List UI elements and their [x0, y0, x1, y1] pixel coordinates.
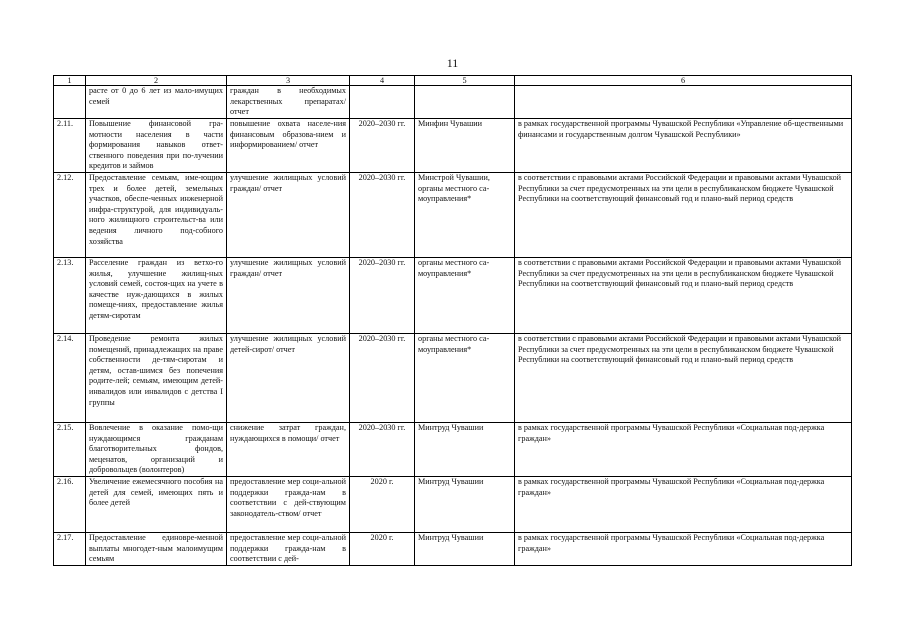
executor-cell: Минтруд Чувашии: [415, 476, 515, 532]
period-cell: 2020 г.: [350, 476, 415, 532]
result-cell: предоставление мер соци-альной поддержки гражда-нам в соответствии с дей-ствующим законодатель-ством/ отчет: [227, 476, 350, 532]
period-cell: 2020–2030 гг.: [350, 333, 415, 422]
table-row: [54, 532, 852, 565]
source-cell: в рамках государственной программы Чувашской Республики «Управление об-щественными финансами и государственным долгом Чувашской Республики»: [515, 119, 852, 173]
column-header: 4: [350, 76, 415, 86]
executor-cell: Минтруд Чувашии: [415, 422, 515, 476]
column-header: 6: [515, 76, 852, 86]
period-cell: 2020–2030 гг.: [350, 257, 415, 333]
row-number: 2.14.: [54, 333, 86, 422]
measure-cell: расте от 0 до 6 лет из мало-имущих семей: [86, 86, 227, 119]
measure-cell: Увеличение ежемесячного пособия на детей для семей, имеющих пять и более детей: [86, 476, 227, 532]
period-cell: 2020–2030 гг.: [350, 422, 415, 476]
period-cell: 2020–2030 гг.: [350, 172, 415, 257]
measure-cell: Предоставление семьям, име-ющим трех и более детей, земельных участков, обеспе-ченных инженерной инфра-структурой, для индивидуаль-ного жилищного строительст-ва или ведения личного под-собного хозяйства: [86, 172, 227, 257]
table-row: [54, 476, 852, 532]
result-cell: улучшение жилищных условий граждан/ отчет: [227, 172, 350, 257]
measure-cell: Вовлечение в оказание помо-щи нуждающимся гражданам благотворительных фондов, меценатов, организаций и добровольцев (волонтеров): [86, 422, 227, 476]
table-row: [54, 119, 852, 173]
result-cell: граждан в необходимых лекарственных препаратах/ отчет: [227, 86, 350, 119]
result-cell: снижение затрат граждан, нуждающихся в помощи/ отчет: [227, 422, 350, 476]
table-row: [54, 422, 852, 476]
source-cell: в соответствии с правовыми актами Российской Федерации и правовыми актами Чувашской Республики за счет предусмотренных на эти цели в республиканском бюджете Чувашской Республики на соответствующий финансовый год и плано-вый период средств: [515, 333, 852, 422]
table-row: [54, 333, 852, 422]
measures-table: [53, 75, 852, 566]
page-number: 11: [446, 56, 459, 70]
column-header: 3: [227, 76, 350, 86]
source-cell: в соответствии с правовыми актами Российской Федерации и правовыми актами Чувашской Республики за счет предусмотренных на эти цели в республиканском бюджете Чувашской Республики на соответствующий финансовый год и плано-вый период средств: [515, 172, 852, 257]
executor-cell: Минстрой Чувашии, органы местного са-моуправления*: [415, 172, 515, 257]
row-number: 2.17.: [54, 532, 86, 565]
source-cell: в соответствии с правовыми актами Российской Федерации и правовыми актами Чувашской Республики за счет предусмотренных на эти цели в республиканском бюджете Чувашской Республики на соответствующий финансовый год и плано-вый период средств: [515, 257, 852, 333]
row-number: 2.16.: [54, 476, 86, 532]
source-cell: в рамках государственной программы Чувашской Республики «Социальная под-держка граждан»: [515, 476, 852, 532]
source-cell: [515, 86, 852, 119]
executor-cell: Минфин Чувашии: [415, 119, 515, 173]
source-cell: в рамках государственной программы Чувашской Республики «Социальная под-держка граждан»: [515, 422, 852, 476]
row-number: 2.12.: [54, 172, 86, 257]
measure-cell: Проведение ремонта жилых помещений, принадлежащих на праве собственности де-тям-сиротам и детям, остав-шимся без попечения родите-лей; семьям, имеющим детей-инвалидов или инвалидов с детства I группы: [86, 333, 227, 422]
period-cell: 2020–2030 гг.: [350, 119, 415, 173]
table-header-row: [54, 76, 852, 86]
column-header: 5: [415, 76, 515, 86]
row-number: [54, 86, 86, 119]
source-cell: в рамках государственной программы Чувашской Республики «Социальная под-держка граждан»: [515, 532, 852, 565]
measure-cell: Расселение граждан из ветхо-го жилья, улучшение жилищ-ных условий семей, состоя-щих на учете в качестве нуж-дающихся в жилых помеще-ниях, предоставление жилья детям-сиротам: [86, 257, 227, 333]
executor-cell: органы местного са-моуправления*: [415, 333, 515, 422]
result-cell: улучшение жилищных условий детей-сирот/ отчет: [227, 333, 350, 422]
table-row: [54, 172, 852, 257]
result-cell: повышение охвата населе-ния финансовым образова-нием и информированием/ отчет: [227, 119, 350, 173]
row-number: 2.15.: [54, 422, 86, 476]
table-row: [54, 86, 852, 119]
result-cell: предоставление мер соци-альной поддержки гражда-нам в соответствии с дей-: [227, 532, 350, 565]
row-number: 2.13.: [54, 257, 86, 333]
measure-cell: Предоставление единовре-менной выплаты многодет-ным малоимущим семьям: [86, 532, 227, 565]
executor-cell: органы местного са-моуправления*: [415, 257, 515, 333]
period-cell: [350, 86, 415, 119]
result-cell: улучшение жилищных условий граждан/ отчет: [227, 257, 350, 333]
executor-cell: [415, 86, 515, 119]
period-cell: 2020 г.: [350, 532, 415, 565]
column-header: 2: [86, 76, 227, 86]
table-row: [54, 257, 852, 333]
column-header: 1: [54, 76, 86, 86]
executor-cell: Минтруд Чувашии: [415, 532, 515, 565]
row-number: 2.11.: [54, 119, 86, 173]
measure-cell: Повышение финансовой гра-мотности населения в части формирования навыков ответ-ственного поведения при по-лучении кредитов и займов: [86, 119, 227, 173]
